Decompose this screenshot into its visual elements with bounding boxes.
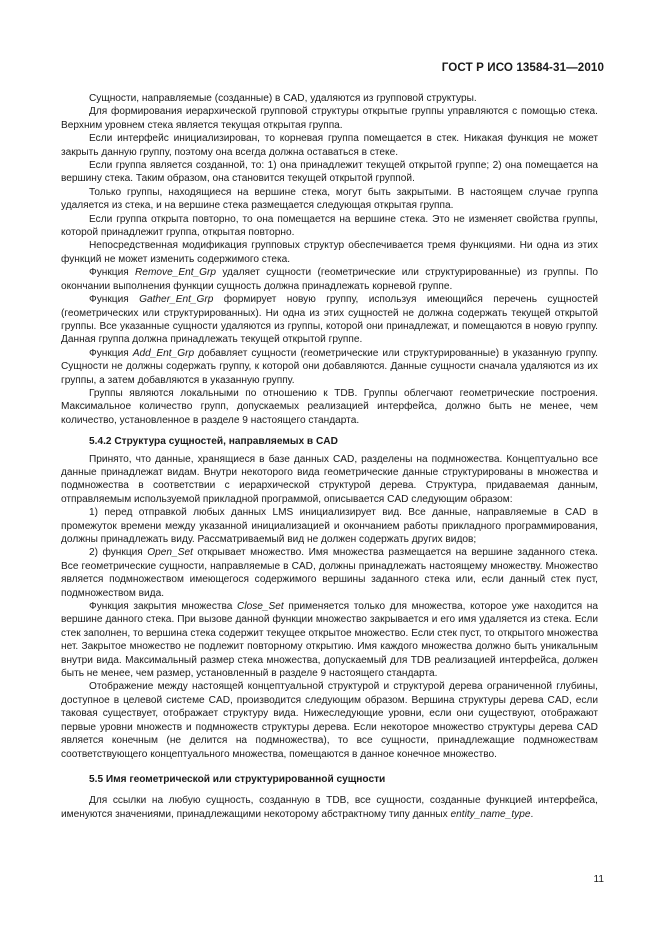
paragraph: Непосредственная модификация групповых структур обеспечивается тремя функциями. Ни одна из этих функций не может изменить содержимого стека.: [61, 240, 598, 265]
standard-header: ГОСТ Р ИСО 13584-31—2010: [441, 61, 604, 74]
paragraph-add-ent-grp: [61, 347, 598, 387]
text: удаляет сущности (геометрические или структурированные) из группы. По окончании выполнения функции сущность должна принадлежать корневой группе.: [61, 267, 598, 292]
paragraph-open-set: [61, 546, 598, 600]
text: 2) функция: [89, 547, 148, 559]
text: формирует новую группу, используя имеющийся перечень сущностей (геометрических или структурированных). Ни одна из этих сущностей не должна содержать текущей открытой группы. Все указанные сущности удаляются из группы, которой они принадлежат, и помещаются в новую группу. Данная группа должна принадлежать текущей открытой группе.: [61, 294, 598, 346]
paragraph-entity-name: [61, 794, 598, 821]
function-name: Remove_Ent_Grp: [135, 267, 217, 279]
text: открывает множество. Имя множества размещается на вершине заданного стека. Все геометрические сущности, направляемые в CAD, должны принадлежать настоящему множеству. Множество является подмножеством имеющегося содержимого вершины заданного стека или, если данный стек пуст, подмножеством вида.: [61, 547, 598, 599]
function-name: Add_Ent_Grp: [132, 347, 195, 359]
paragraph: Только группы, находящиеся на вершине стека, могут быть закрытыми. В настоящем случае группа удаляется из стека, и на вершине стека размещается следующая открытая группа.: [61, 186, 598, 212]
section-heading-5-4-2: 5.4.2 Структура сущностей, направляемых в CAD: [89, 436, 338, 448]
text: добавляет сущности (геометрические или структурированные) в указанную группу. Сущности не должны содержать группу, к которой они добавляются. Данные сущности сначала удаляются из их группы, а затем добавляются в указанную группу.: [61, 347, 598, 386]
paragraph: Если группа открыта повторно, то она помещается на вершине стека. Это не изменяет свойства группы, которой принадлежит группа, открытая повторно.: [61, 213, 598, 239]
text: Функция закрытия множества: [89, 601, 238, 613]
paragraph-remove-ent-grp: [61, 266, 598, 293]
paragraph: Отображение между настоящей концептуальной структурой и структурой дерева ограниченной глубины, доступное в целевой системе CAD, производится следующим образом. Вершина структуры дерева CAD, если таковая существует, отображает структуру вида. Нижеследующие уровни, если они существуют, отображают первые уровни множеств и подмножеств структуры дерева. Если некоторое множество структуры дерева CAD является конечным (не делится на подмножества), то все сущности, принадлежащие подмножествам соответствующего концептуального множества, помещаются в данное конечное множество.: [61, 681, 598, 760]
type-name: entity_name_type: [450, 808, 531, 820]
text: Функция: [89, 294, 140, 306]
text: Для ссылки на любую сущность, созданную в TDB, все сущности, созданные функцией интерфейса, именуются значениями, принадлежащими некоторому абстрактному типу данных: [61, 795, 598, 820]
text: Функция: [89, 347, 133, 359]
paragraph: Сущности, направляемые (созданные) в CAD, удаляются из групповой структуры.: [89, 93, 477, 104]
page-number: 11: [593, 874, 604, 885]
section-heading-5-5: 5.5 Имя геометрической или структурированной сущности: [89, 773, 386, 785]
function-name: Gather_Ent_Grp: [139, 294, 214, 306]
function-name: Close_Set: [237, 601, 284, 613]
paragraph: Для формирования иерархической групповой структуры открытые группы управляются с помощью стека. Верхним уровнем стека является текущая открытая группа.: [61, 106, 598, 131]
paragraph: 1) перед отправкой любых данных LMS инициализирует вид. Все данные, направляемые в CAD в промежуток времени между указанной инициализацией и окончанием работы прикладного программирования, должны принадлежать виду. Рассматриваемый вид не должен содержать других видов;: [61, 507, 598, 545]
function-name: Open_Set: [147, 547, 193, 559]
document-body: [61, 92, 598, 821]
paragraph: Если группа является созданной, то: 1) она принадлежит текущей открытой группе; 2) она помещается на вершину стека. Таким образом, она становится текущей открытой группой.: [61, 160, 598, 185]
text: Функция: [89, 267, 135, 279]
paragraph-close-set: [61, 600, 598, 680]
paragraph: Если интерфейс инициализирован, то корневая группа помещается в стек. Никакая функция не может закрыть данную группу, поэтому она всегда должна оставаться в стеке.: [61, 133, 598, 158]
paragraph: Группы являются локальными по отношению к TDB. Группы облегчают геометрические построения. Максимальное количество групп, допускаемых реализацией интерфейса, должно быть не менее, чем количество, установленное в разделе 9 настоящего стандарта.: [61, 387, 598, 426]
paragraph: Принято, что данные, хранящиеся в базе данных CAD, разделены на подмножества. Концептуально все данные принадлежат видам. Внутри некоторого вида геометрические данные структурированы в множества и подмножества в соответствии с иерархической структурой дерева. Структура, придаваемая данным, отправляемым используемой прикладной программой, описывается CAD следующим образом:: [61, 453, 598, 505]
text: .: [530, 808, 534, 820]
paragraph-gather-ent-grp: [61, 293, 598, 347]
text: применяется только для множества, которое уже находится на вершине данного стека. При вызове данной функции множество закрывается и его имя удаляется из стека. Если стек заполнен, то вершина стека содержит текущее открытое множество. Если стек пуст, то открытого множества нет. Закрытое множество не подлежит повторному открытию. Имя каждого множества должно быть уникальным внутри вида. Максимальный размер стека множества, допускаемый для TDB реализацией интерфейса, должен быть не менее, чем размер, установленный в разделе 9 настоящего стандарта.: [61, 601, 598, 680]
